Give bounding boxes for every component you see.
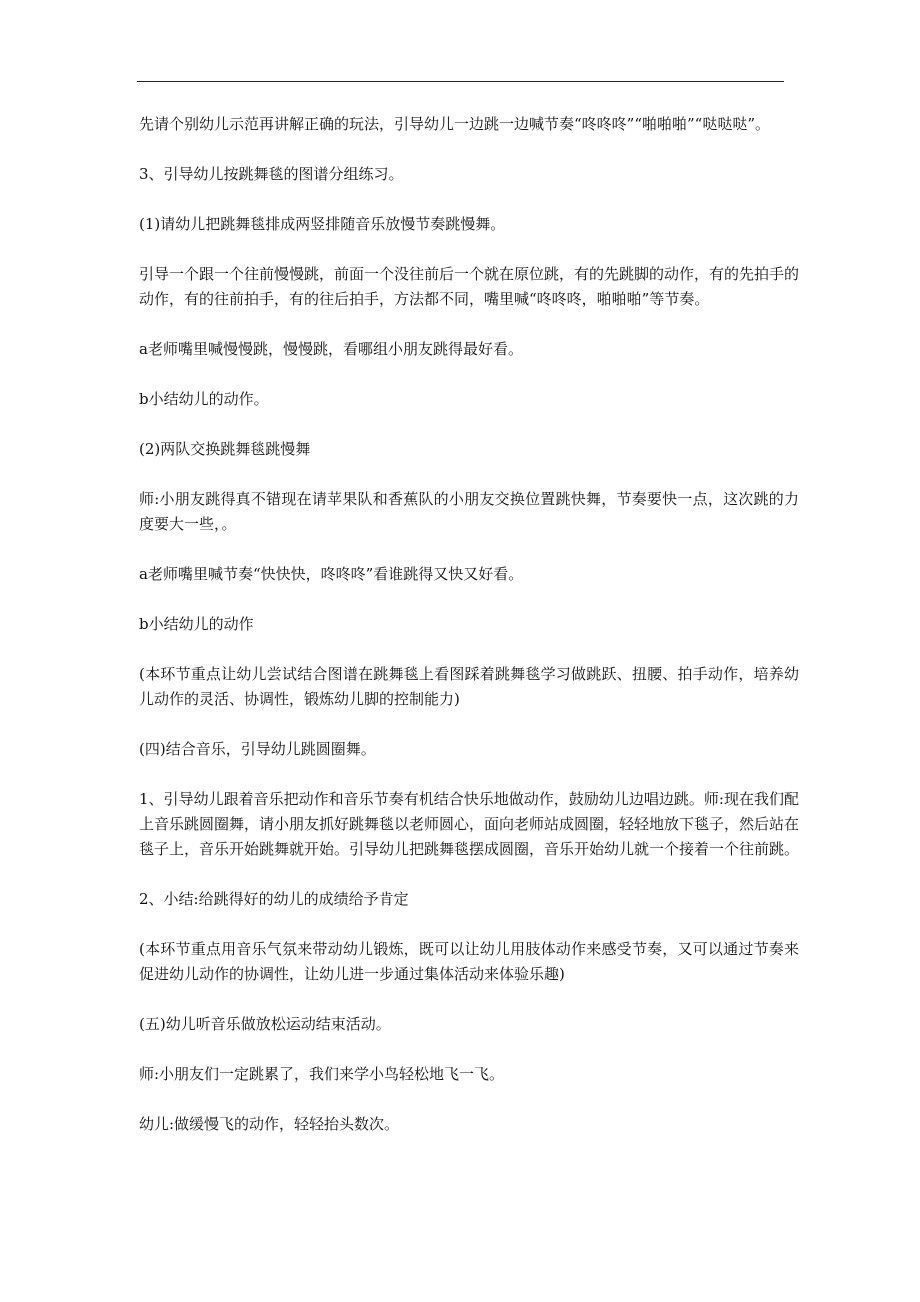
paragraph-item-a-slow: a老师嘴里喊慢慢跳，慢慢跳，看哪组小朋友跳得最好看。	[139, 340, 523, 358]
paragraph-children-action: 幼儿:做缓慢飞的动作，轻轻抬头数次。	[139, 1115, 400, 1133]
paragraph-note-1: (本环节重点让幼儿尝试结合图谱在跳舞毯上看图踩着跳舞毯学习做跳跃、扭腰、拍手动作，培养幼儿动作的灵活、协调性，锻炼幼儿脚的控制能力)	[139, 665, 799, 708]
paragraph-substep-2: (2)两队交换跳舞毯跳慢舞	[139, 440, 311, 458]
paragraph-item-b-summary: b小结幼儿的动作。	[139, 390, 269, 408]
paragraph-guide: 引导一个跟一个往前慢慢跳，前面一个没往前后一个就在原位跳，有的先跳脚的动作，有的先拍手的动作，有的往前拍手，有的往后拍手，方法都不同，嘴里喊“咚咚咚，啪啪啪”等节奏。	[139, 265, 800, 308]
paragraph-item-a-fast: a老师嘴里喊节奏“快快快，咚咚咚”看谁跳得又快又好看。	[139, 565, 524, 583]
paragraph-note-2: (本环节重点用音乐气氛来带动幼儿锻炼，既可以让幼儿用肢体动作来感受节奏，又可以通过节奏来促进幼儿动作的协调性，让幼儿进一步通过集体活动来体验乐趣)	[139, 940, 799, 983]
paragraph-teacher-fast: 师:小朋友跳得真不错现在请苹果队和香蕉队的小朋友交换位置跳快舞，节奏要快一点，这次跳的力度要大一些，。	[139, 490, 799, 533]
paragraph-section-5: (五)幼儿听音乐做放松运动结束活动。	[139, 1015, 391, 1033]
header-rule	[137, 81, 784, 82]
paragraph-substep-1: (1)请幼儿把跳舞毯排成两竖排随音乐放慢节奏跳慢舞。	[139, 215, 506, 233]
paragraph-intro: 先请个别幼儿示范再讲解正确的玩法，引导幼儿一边跳一边喊节奏“咚咚咚”“啪啪啪”“哒哒哒”。	[139, 115, 771, 133]
paragraph-section-4: (四)结合音乐，引导幼儿跳圆圈舞。	[139, 740, 376, 758]
paragraph-teacher-bird: 师:小朋友们一定跳累了，我们来学小鸟轻松地飞一飞。	[139, 1065, 505, 1083]
paragraph-circle-dance: 1、引导幼儿跟着音乐把动作和音乐节奏有机结合快乐地做动作，鼓励幼儿边唱边跳。师:现在我们配上音乐跳圆圈舞，请小朋友抓好跳舞毯以老师圆心，面向老师站成圆圈，轻轻地放下毯子，然后站在毯子上，音乐开始跳舞就开始。引导幼儿把跳舞毯摆成圆圈，音乐开始幼儿就一个接着一个往前跳。	[139, 790, 800, 858]
paragraph-item-b-summary-2: b小结幼儿的动作	[139, 615, 254, 633]
paragraph-step-3: 3、引导幼儿按跳舞毯的图谱分组练习。	[139, 165, 404, 183]
body-text	[139, 112, 799, 1162]
paragraph-summary-praise: 2、小结:给跳得好的幼儿的成绩给予肯定	[139, 890, 409, 908]
